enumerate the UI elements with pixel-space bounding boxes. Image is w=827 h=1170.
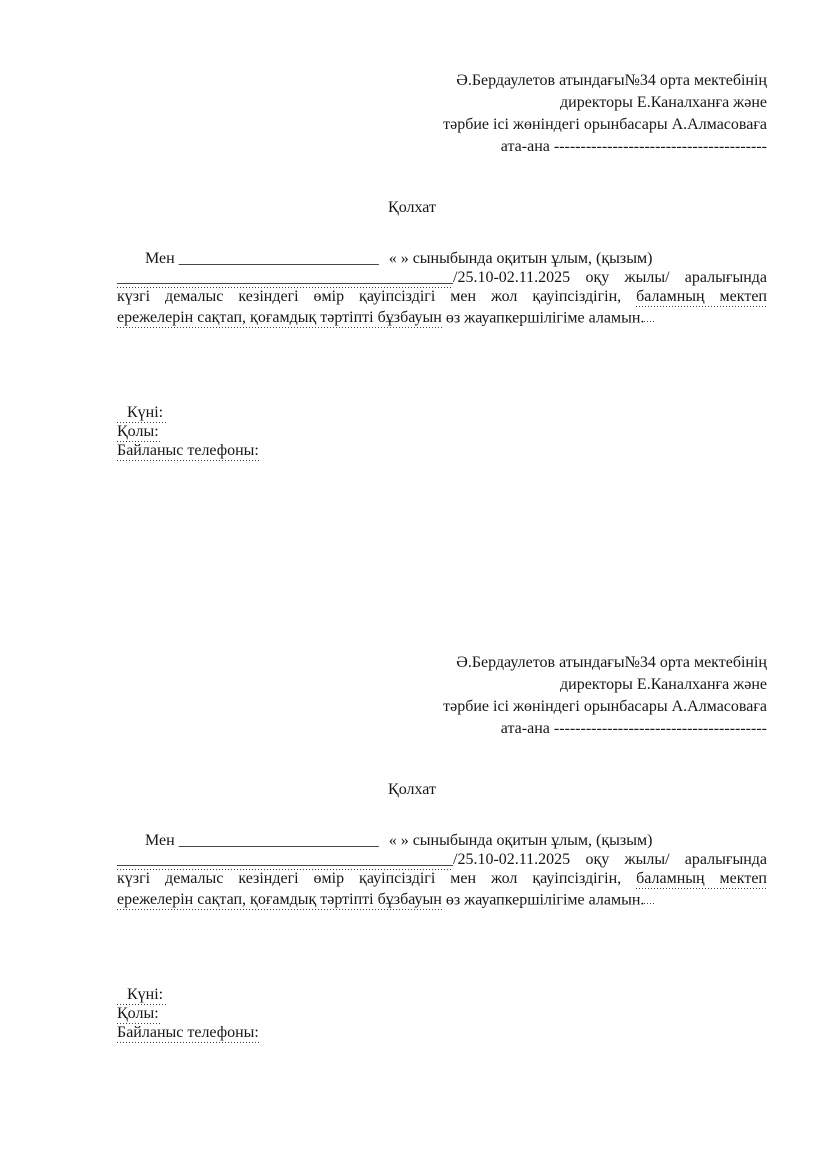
field-date-label: Күні: [117,404,168,423]
field-date [117,403,767,422]
parent-name-blank: _________________________ [178,832,379,849]
field-date-label: Күні: [117,986,168,1005]
paragraph-line-2 [117,850,767,869]
receipt-copy-1 [117,70,767,460]
field-date [117,985,767,1004]
addressee-line-parent: ата-ана ---------------------------------------- [500,138,767,155]
paragraph-line-2-text: /25.10-02.11.2025 оқу жылы/ аралығында [453,851,767,868]
paragraph-line-4-text: өз жауапкершілігіме аламын. [441,891,645,909]
paragraph-line-1-text: « » сыныбында оқитын ұлым, (қызым) [388,832,653,849]
paragraph-line-3-text: күзгі демалыс кезіндегі өмір қауіпсіздігі мен жол қауіпсіздігін, [117,870,637,887]
field-phone-label: Байланыс телефоны: [117,442,259,460]
paragraph-line-3-underlined: баламның мектеп [636,288,767,305]
paragraph-lead: Мен [145,832,179,849]
paragraph-line-3 [117,869,767,888]
field-phone [117,441,767,460]
paragraph-line-3-underlined: баламның мектеп [636,870,767,887]
paragraph-line-4-underlined: ережелерін сақтап, қоғамдық тәртіпті бұзбауын [117,891,442,909]
addressee-line-deputy: тәрбие ісі жөніндегі орынбасары А.Алмасоваға [443,698,767,715]
paragraph-line-1 [117,831,767,850]
paragraph-line-4-text: өз жауапкершілігіме аламын. [441,309,645,327]
field-phone-label: Байланыс телефоны: [117,1024,259,1042]
addressee-line-director: директоры Е.Каналханға және [560,94,767,111]
paragraph-line-1 [117,249,767,268]
trailing-proofing-mark [644,888,656,904]
parent-name-blank: _________________________ [178,250,379,267]
field-signature [117,1004,767,1023]
paragraph-lead: Мен [145,250,179,267]
receipt-paragraph [117,831,767,909]
addressee-line-director: директоры Е.Каналханға және [560,676,767,693]
paragraph-line-4 [117,888,767,909]
student-name-blank: __________________________________________ [117,269,453,286]
field-signature-label: Қолы: [117,423,162,442]
student-name-blank: __________________________________________ [117,851,453,868]
paragraph-line-3 [117,287,767,306]
paragraph-line-1-text: « » сыныбында оқитын ұлым, (қызым) [388,250,653,267]
field-signature [117,422,767,441]
receipt-paragraph [117,249,767,327]
addressee-line-parent: ата-ана ---------------------------------------- [500,720,767,737]
trailing-proofing-mark [644,306,656,322]
paragraph-line-4 [117,306,767,327]
paragraph-line-4-underlined: ережелерін сақтап, қоғамдық тәртіпті бұзбауын [117,309,442,327]
signature-fields [117,985,767,1042]
addressee-block [117,652,767,740]
addressee-line-deputy: тәрбие ісі жөніндегі орынбасары А.Алмасоваға [443,116,767,133]
signature-fields [117,403,767,460]
document-title: Қолхат [388,781,436,798]
paragraph-line-2 [117,268,767,287]
addressee-line-school: Ә.Бердаулетов атындағы№34 орта мектебінің [456,72,767,89]
paragraph-line-3-text: күзгі демалыс кезіндегі өмір қауіпсіздігі мен жол қауіпсіздігін, [117,288,637,305]
field-phone [117,1023,767,1042]
addressee-block [117,70,767,158]
paragraph-line-2-text: /25.10-02.11.2025 оқу жылы/ аралығында [453,269,767,286]
addressee-line-school: Ә.Бердаулетов атындағы№34 орта мектебінің [456,654,767,671]
receipt-copy-2 [117,652,767,1042]
field-signature-label: Қолы: [117,1005,162,1024]
document-title: Қолхат [388,199,436,216]
